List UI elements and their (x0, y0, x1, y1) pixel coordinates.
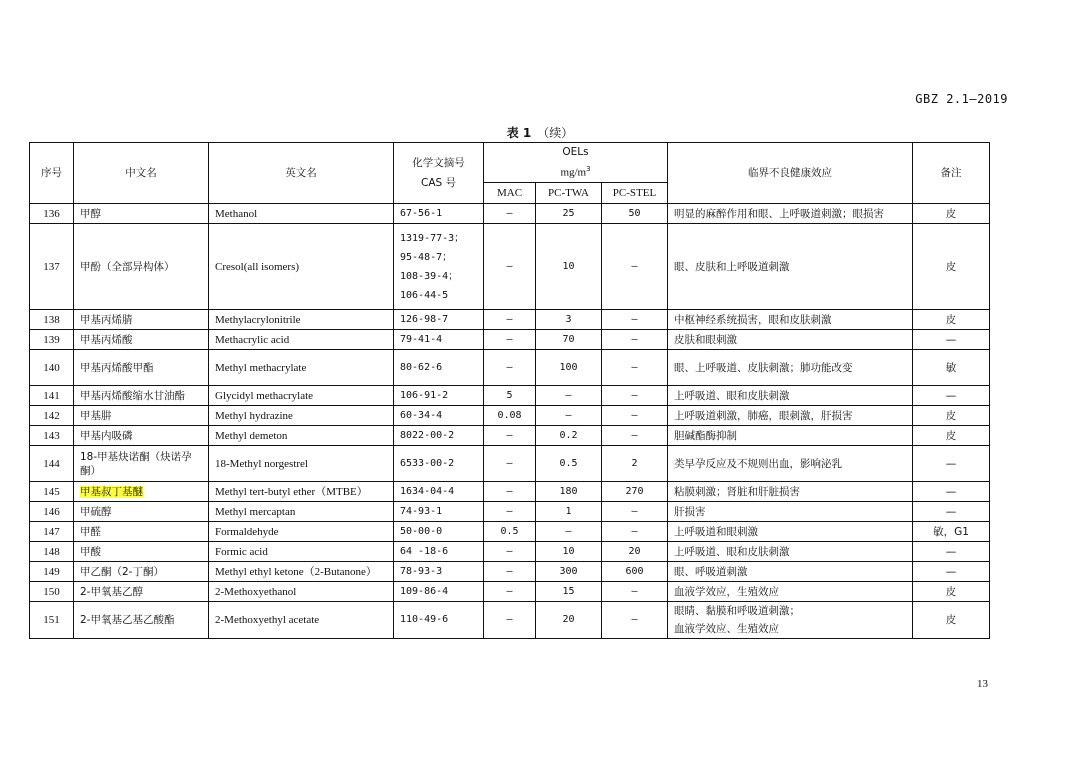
cell-no: 139 (30, 330, 74, 350)
cell-cas: 60-34-4 (394, 406, 484, 426)
cell-chinese-name (74, 562, 209, 582)
cell-mac: — (484, 562, 536, 582)
cell-chinese-name (74, 582, 209, 602)
cell-cas: 6533-00-2 (394, 446, 484, 482)
cell-cas: 106-91-2 (394, 386, 484, 406)
cas-number: 106-44-5 (400, 289, 449, 301)
cell-note: — (913, 386, 990, 406)
col-no: 序号 (30, 143, 74, 204)
cell-pc-stel: — (602, 522, 668, 542)
cell-mac: — (484, 330, 536, 350)
table-row (30, 224, 990, 310)
col-stel: PC-STEL (602, 183, 668, 204)
standard-number: GBZ 2.1—2019 (915, 92, 1008, 106)
cell-pc-twa: 0.2 (536, 426, 602, 446)
cell-no: 151 (30, 602, 74, 639)
table-row (30, 582, 990, 602)
cell-note: 皮 (913, 204, 990, 224)
cell-pc-stel: — (602, 350, 668, 386)
cell-pc-stel: — (602, 224, 668, 310)
cell-no: 147 (30, 522, 74, 542)
col-oels-title: OELs (562, 145, 589, 158)
cell-effect: 粘膜刺激；肾脏和肝脏损害 (668, 482, 913, 502)
cell-no: 145 (30, 482, 74, 502)
cell-english-name: Methyl mercaptan (209, 502, 394, 522)
cell-english-name: Formaldehyde (209, 522, 394, 542)
cell-note: 敏 (913, 350, 990, 386)
cell-mac: — (484, 310, 536, 330)
cell-mac: — (484, 502, 536, 522)
cell-no: 137 (30, 224, 74, 310)
table-row (30, 204, 990, 224)
cell-english-name: Methyl methacrylate (209, 350, 394, 386)
cell-chinese-name (74, 204, 209, 224)
cas-number: 108-39-4； (400, 270, 459, 282)
col-english-name: 英文名 (209, 143, 394, 204)
cell-note: 皮 (913, 406, 990, 426)
cell-pc-twa: — (536, 406, 602, 426)
cell-chinese-name (74, 310, 209, 330)
cell-mac: — (484, 446, 536, 482)
cell-effect: 眼、呼吸道刺激 (668, 562, 913, 582)
cell-no: 140 (30, 350, 74, 386)
cell-effect (668, 602, 913, 639)
cell-chinese-name (74, 224, 209, 310)
cell-pc-stel: 270 (602, 482, 668, 502)
chinese-name-text: 甲硫醇 (80, 505, 112, 518)
cell-pc-twa: 300 (536, 562, 602, 582)
cell-no: 144 (30, 446, 74, 482)
cell-english-name: 2-Methoxyethanol (209, 582, 394, 602)
cell-pc-twa: 3 (536, 310, 602, 330)
table-row (30, 542, 990, 562)
cell-mac: 5 (484, 386, 536, 406)
cell-note: 皮 (913, 224, 990, 310)
cell-pc-twa: — (536, 522, 602, 542)
cell-pc-stel: — (602, 426, 668, 446)
cell-english-name: Formic acid (209, 542, 394, 562)
chinese-name-text: 甲醛 (80, 525, 101, 538)
cell-chinese-name (74, 502, 209, 522)
cell-english-name: 2-Methoxyethyl acetate (209, 602, 394, 639)
cas-number: 1319-77-3； (400, 232, 465, 244)
cell-note: — (913, 562, 990, 582)
chinese-name-text: 甲基肼 (80, 409, 112, 422)
table-row (30, 482, 990, 502)
cell-english-name: Cresol(all isomers) (209, 224, 394, 310)
table-body (30, 204, 990, 639)
cell-no: 136 (30, 204, 74, 224)
cell-effect: 眼、皮肤和上呼吸道刺激 (668, 224, 913, 310)
cell-no: 146 (30, 502, 74, 522)
chinese-name-text: 2-甲氧基乙醇 (80, 585, 143, 598)
table-row (30, 426, 990, 446)
cell-mac: — (484, 482, 536, 502)
cell-pc-twa: 10 (536, 542, 602, 562)
cell-cas: 8022-00-2 (394, 426, 484, 446)
table-row (30, 350, 990, 386)
cell-cas (394, 224, 484, 310)
cell-mac: — (484, 542, 536, 562)
effect-line: 血液学效应、生殖效应 (674, 623, 780, 635)
cell-english-name: Methacrylic acid (209, 330, 394, 350)
cell-note: — (913, 446, 990, 482)
chinese-name-text: 甲基丙烯酸甲酯 (80, 361, 154, 374)
cell-cas: 109-86-4 (394, 582, 484, 602)
cell-mac: — (484, 350, 536, 386)
chinese-name-text: 甲醇 (80, 207, 101, 220)
cell-effect: 中枢神经系统损害，眼和皮肤刺激 (668, 310, 913, 330)
cell-pc-stel: 2 (602, 446, 668, 482)
cell-english-name: 18-Methyl norgestrel (209, 446, 394, 482)
cell-english-name: Methyl hydrazine (209, 406, 394, 426)
table-row (30, 386, 990, 406)
cell-english-name: Methylacrylonitrile (209, 310, 394, 330)
cell-mac: — (484, 582, 536, 602)
table-row (30, 330, 990, 350)
table-row (30, 406, 990, 426)
table-row (30, 522, 990, 542)
cell-no: 148 (30, 542, 74, 562)
col-twa: PC-TWA (536, 183, 602, 204)
page-number: 13 (977, 678, 988, 690)
cell-chinese-name (74, 602, 209, 639)
table-row (30, 562, 990, 582)
cell-pc-twa: 20 (536, 602, 602, 639)
table-row (30, 602, 990, 639)
cell-pc-twa: 100 (536, 350, 602, 386)
table-row (30, 502, 990, 522)
cell-note: 敏，G1 (913, 522, 990, 542)
cell-pc-stel: — (602, 310, 668, 330)
cell-effect: 胆碱酯酶抑制 (668, 426, 913, 446)
cell-pc-twa: 1 (536, 502, 602, 522)
col-cas-line1: 化学文摘号 (412, 157, 465, 169)
oel-table (29, 142, 990, 639)
table-row (30, 446, 990, 482)
cell-cas: 1634-04-4 (394, 482, 484, 502)
cell-chinese-name (74, 426, 209, 446)
cell-effect: 类早孕反应及不规则出血，影响泌乳 (668, 446, 913, 482)
table-continued: （续） (537, 126, 574, 140)
cell-pc-stel: 50 (602, 204, 668, 224)
cell-chinese-name (74, 446, 209, 482)
col-chinese-name: 中文名 (74, 143, 209, 204)
cell-cas: 74-93-1 (394, 502, 484, 522)
cell-effect: 上呼吸道、眼和皮肤刺激 (668, 542, 913, 562)
cell-pc-stel: — (602, 582, 668, 602)
cell-no: 138 (30, 310, 74, 330)
cell-mac: — (484, 426, 536, 446)
cell-effect: 皮肤和眼刺激 (668, 330, 913, 350)
cell-chinese-name (74, 542, 209, 562)
cell-no: 142 (30, 406, 74, 426)
cell-mac: 0.08 (484, 406, 536, 426)
cell-cas: 78-93-3 (394, 562, 484, 582)
table-title: 表 1 (506, 126, 532, 140)
cell-chinese-name (74, 406, 209, 426)
cell-effect: 上呼吸道和眼刺激 (668, 522, 913, 542)
cell-pc-stel: — (602, 386, 668, 406)
cell-mac: 0.5 (484, 522, 536, 542)
col-note: 备注 (913, 143, 990, 204)
cell-effect: 肝损害 (668, 502, 913, 522)
col-cas (394, 143, 484, 204)
col-oels (484, 143, 668, 183)
cell-no: 143 (30, 426, 74, 446)
cell-cas: 110-49-6 (394, 602, 484, 639)
cell-pc-twa: — (536, 386, 602, 406)
cell-pc-twa: 25 (536, 204, 602, 224)
cell-pc-stel: — (602, 602, 668, 639)
chinese-name-text: 甲乙酮（2-丁酮） (80, 565, 164, 578)
cell-mac: — (484, 204, 536, 224)
cell-pc-twa: 10 (536, 224, 602, 310)
cell-note: — (913, 542, 990, 562)
chinese-name-text: 甲基丙烯酸缩水甘油酯 (80, 389, 185, 402)
cell-cas: 79-41-4 (394, 330, 484, 350)
cell-note: — (913, 502, 990, 522)
cell-chinese-name (74, 350, 209, 386)
cell-no: 149 (30, 562, 74, 582)
table-caption (0, 124, 1080, 141)
cell-mac: — (484, 602, 536, 639)
cell-pc-twa: 15 (536, 582, 602, 602)
cell-effect: 血液学效应，生殖效应 (668, 582, 913, 602)
cell-cas: 67-56-1 (394, 204, 484, 224)
cell-cas: 50-00-0 (394, 522, 484, 542)
cell-note: 皮 (913, 602, 990, 639)
chinese-name-text: 甲酸 (80, 545, 101, 558)
cell-cas: 126-98-7 (394, 310, 484, 330)
cell-note: — (913, 482, 990, 502)
cell-chinese-name (74, 330, 209, 350)
cell-pc-stel: — (602, 406, 668, 426)
chinese-name-text: 甲基叔丁基醚 (80, 485, 143, 498)
cell-note: 皮 (913, 310, 990, 330)
cell-cas: 64 -18-6 (394, 542, 484, 562)
cell-effect: 上呼吸道刺激，肺癌，眼刺激，肝损害 (668, 406, 913, 426)
cell-note: — (913, 330, 990, 350)
cell-note: 皮 (913, 582, 990, 602)
cell-effect: 明显的麻醉作用和眼、上呼吸道刺激；眼损害 (668, 204, 913, 224)
col-effect: 临界不良健康效应 (668, 143, 913, 204)
cell-pc-stel: — (602, 502, 668, 522)
cell-pc-twa: 0.5 (536, 446, 602, 482)
chinese-name-text: 2-甲氧基乙基乙酸酯 (80, 614, 175, 626)
cell-note: 皮 (913, 426, 990, 446)
cell-chinese-name (74, 482, 209, 502)
col-oels-unit: $mg/m^3$ (560, 164, 591, 179)
cell-effect: 眼、上呼吸道、皮肤刺激；肺功能改变 (668, 350, 913, 386)
cell-english-name: Methanol (209, 204, 394, 224)
effect-line: 眼睛、黏膜和呼吸道刺激； (674, 605, 801, 617)
table-row (30, 310, 990, 330)
chinese-name-text: 18-甲基炔诺酮（炔诺孕酮） (80, 450, 192, 477)
cell-chinese-name (74, 386, 209, 406)
cell-mac: — (484, 224, 536, 310)
col-cas-line2: CAS 号 (420, 177, 457, 189)
cell-english-name: Methyl tert-butyl ether（MTBE） (209, 482, 394, 502)
cell-pc-stel: 20 (602, 542, 668, 562)
chinese-name-text: 甲基丙烯腈 (80, 313, 133, 326)
cas-number: 95-48-7； (400, 251, 453, 263)
cell-pc-twa: 70 (536, 330, 602, 350)
table-header (30, 143, 990, 204)
cell-chinese-name (74, 522, 209, 542)
cell-pc-twa: 180 (536, 482, 602, 502)
col-mac: MAC (484, 183, 536, 204)
chinese-name-text: 甲酚（全部异构体） (80, 260, 175, 273)
cell-pc-stel: 600 (602, 562, 668, 582)
cell-english-name: Methyl ethyl ketone（2-Butanone） (209, 562, 394, 582)
cell-pc-stel: — (602, 330, 668, 350)
cell-english-name: Glycidyl methacrylate (209, 386, 394, 406)
cell-cas: 80-62-6 (394, 350, 484, 386)
chinese-name-text: 甲基丙烯酸 (80, 333, 133, 346)
cell-no: 141 (30, 386, 74, 406)
cell-no: 150 (30, 582, 74, 602)
chinese-name-text: 甲基内吸磷 (80, 429, 133, 442)
cell-english-name: Methyl demeton (209, 426, 394, 446)
cell-effect: 上呼吸道、眼和皮肤刺激 (668, 386, 913, 406)
